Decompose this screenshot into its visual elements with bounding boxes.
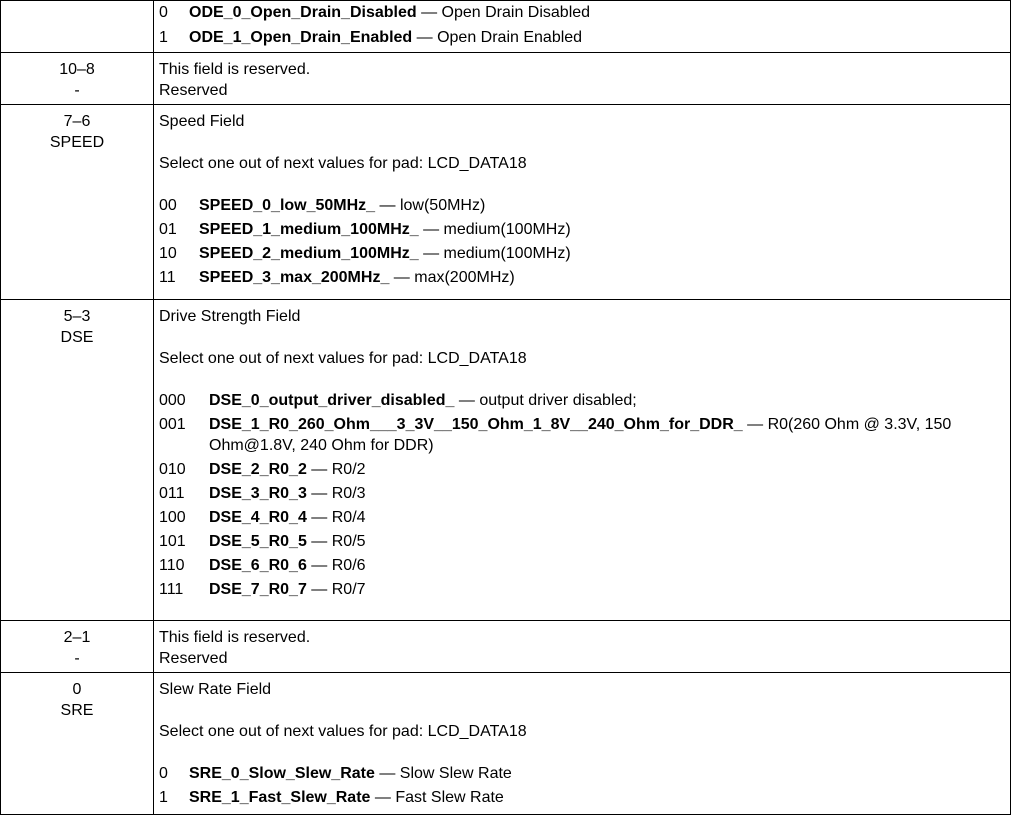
- value-code: 10: [159, 245, 177, 262]
- table-row-ode-continuation: [1, 1, 1011, 53]
- value-name: SRE_0_Slow_Slew_Rate: [189, 765, 375, 782]
- value-code: 111: [159, 581, 184, 598]
- value-description: R0/6: [331, 557, 366, 574]
- bit-range: 7–6: [63, 113, 91, 130]
- value-separator: —: [374, 765, 400, 782]
- value-row: [159, 414, 1010, 456]
- table-row-reserved-10-8: [1, 53, 1011, 105]
- field-title: Slew Rate Field: [159, 681, 272, 698]
- value-row: [159, 483, 1010, 504]
- value-description: R0(260 Ohm @ 3.3V, 150 Ohm@1.8V, 240 Ohm for DDR): [209, 416, 952, 454]
- value-code: 11: [159, 269, 176, 286]
- bit-range: 0: [72, 681, 82, 698]
- value-separator: —: [454, 392, 480, 409]
- reserved-label: Reserved: [159, 82, 228, 99]
- value-code: 000: [159, 392, 186, 409]
- table-row-sre: [1, 673, 1011, 815]
- field-title: Drive Strength Field: [159, 308, 301, 325]
- value-code: 00: [159, 197, 177, 214]
- value-name: ODE_0_Open_Drain_Disabled: [189, 4, 417, 21]
- value-name: DSE_6_R0_6: [209, 557, 307, 574]
- value-description: medium(100MHz): [443, 245, 571, 262]
- select-instruction: Select one out of next values for pad: LCD_DATA18: [159, 723, 527, 740]
- value-code: 011: [159, 485, 185, 502]
- value-code: 1: [159, 789, 168, 806]
- value-description: R0/4: [331, 509, 366, 526]
- value-separator: —: [306, 485, 332, 502]
- value-separator: —: [306, 509, 332, 526]
- value-description: R0/2: [331, 461, 366, 478]
- value-row: [159, 2, 1010, 23]
- value-name: DSE_7_R0_7: [209, 581, 307, 598]
- value-separator: —: [306, 557, 332, 574]
- value-separator: —: [375, 197, 400, 214]
- field-cell-empty: [1, 1, 154, 53]
- field-cell: [1, 300, 154, 621]
- bit-range: 2–1: [63, 629, 91, 646]
- value-separator: —: [418, 221, 444, 238]
- value-separator: —: [418, 245, 444, 262]
- value-name: SPEED_0_low_50MHz_: [199, 197, 376, 214]
- value-separator: —: [370, 789, 396, 806]
- value-description: R0/7: [331, 581, 366, 598]
- value-row: [159, 390, 1010, 411]
- value-name: DSE_3_R0_3: [209, 485, 307, 502]
- value-code: 110: [159, 557, 185, 574]
- value-description: max(200MHz): [414, 269, 515, 286]
- field-cell: [1, 105, 154, 300]
- value-name: SRE_1_Fast_Slew_Rate: [189, 789, 371, 806]
- value-name: SPEED_3_max_200MHz_: [199, 269, 390, 286]
- select-instruction: Select one out of next values for pad: LCD_DATA18: [159, 350, 527, 367]
- value-row: [159, 531, 1010, 552]
- value-name: SPEED_2_medium_100MHz_: [199, 245, 419, 262]
- value-code: 1: [159, 29, 168, 46]
- value-row: [159, 579, 1010, 600]
- value-row: [159, 243, 1010, 264]
- reserved-note: This field is reserved.: [159, 629, 311, 646]
- bit-range: 10–8: [59, 61, 95, 78]
- description-cell: [154, 673, 1011, 815]
- value-row: [159, 787, 1010, 808]
- value-code: 001: [159, 416, 186, 433]
- value-code: 0: [159, 765, 168, 782]
- table-row-reserved-2-1: [1, 621, 1011, 673]
- value-row: [159, 219, 1010, 240]
- value-separator: —: [306, 581, 332, 598]
- field-cell: [1, 621, 154, 673]
- value-code: 0: [159, 4, 168, 21]
- value-description: output driver disabled;: [479, 392, 637, 409]
- description-cell-ode: [154, 1, 1011, 53]
- field-title: Speed Field: [159, 113, 245, 130]
- field-cell: [1, 53, 154, 105]
- value-row: [159, 459, 1010, 480]
- value-description: R0/3: [331, 485, 366, 502]
- reserved-label: Reserved: [159, 650, 228, 667]
- value-name: DSE_4_R0_4: [209, 509, 307, 526]
- value-row: [159, 27, 1010, 48]
- description-cell: [154, 53, 1011, 105]
- value-code: 01: [159, 221, 177, 238]
- field-name: -: [74, 82, 80, 99]
- table-row-speed: [1, 105, 1011, 300]
- value-description: Open Drain Disabled: [441, 4, 591, 21]
- description-cell: [154, 621, 1011, 673]
- value-row: [159, 195, 1010, 216]
- value-name: SPEED_1_medium_100MHz_: [199, 221, 419, 238]
- description-cell: [154, 105, 1011, 300]
- value-separator: —: [389, 269, 415, 286]
- value-name: DSE_0_output_driver_disabled_: [209, 392, 455, 409]
- reserved-note: This field is reserved.: [159, 61, 311, 78]
- value-code: 100: [159, 509, 186, 526]
- table-row-dse: [1, 300, 1011, 621]
- value-separator: —: [742, 416, 768, 433]
- value-description: Slow Slew Rate: [399, 765, 512, 782]
- select-instruction: Select one out of next values for pad: LCD_DATA18: [159, 155, 527, 172]
- field-name: SPEED: [49, 134, 105, 151]
- value-description: Fast Slew Rate: [395, 789, 504, 806]
- value-row: [159, 763, 1010, 784]
- value-code: 010: [159, 461, 186, 478]
- value-name: DSE_5_R0_5: [209, 533, 307, 550]
- value-description: R0/5: [331, 533, 366, 550]
- field-name: SRE: [60, 702, 94, 719]
- value-separator: —: [416, 4, 442, 21]
- value-code: 101: [159, 533, 186, 550]
- bit-range: 5–3: [63, 308, 91, 325]
- value-row: [159, 507, 1010, 528]
- field-cell: [1, 673, 154, 815]
- field-name: -: [74, 650, 80, 667]
- value-name: DSE_2_R0_2: [209, 461, 307, 478]
- value-name: DSE_1_R0_260_Ohm___3_3V__150_Ohm_1_8V__240_Ohm_for_DDR_: [209, 416, 743, 433]
- value-description: medium(100MHz): [443, 221, 571, 238]
- value-separator: —: [306, 533, 332, 550]
- field-name: DSE: [60, 329, 94, 346]
- description-cell: [154, 300, 1011, 621]
- value-separator: —: [306, 461, 332, 478]
- value-row: [159, 555, 1010, 576]
- value-description: low(50MHz): [399, 197, 486, 214]
- value-separator: —: [412, 29, 438, 46]
- value-name: ODE_1_Open_Drain_Enabled: [189, 29, 413, 46]
- value-description: Open Drain Enabled: [437, 29, 583, 46]
- value-row: [159, 267, 1010, 288]
